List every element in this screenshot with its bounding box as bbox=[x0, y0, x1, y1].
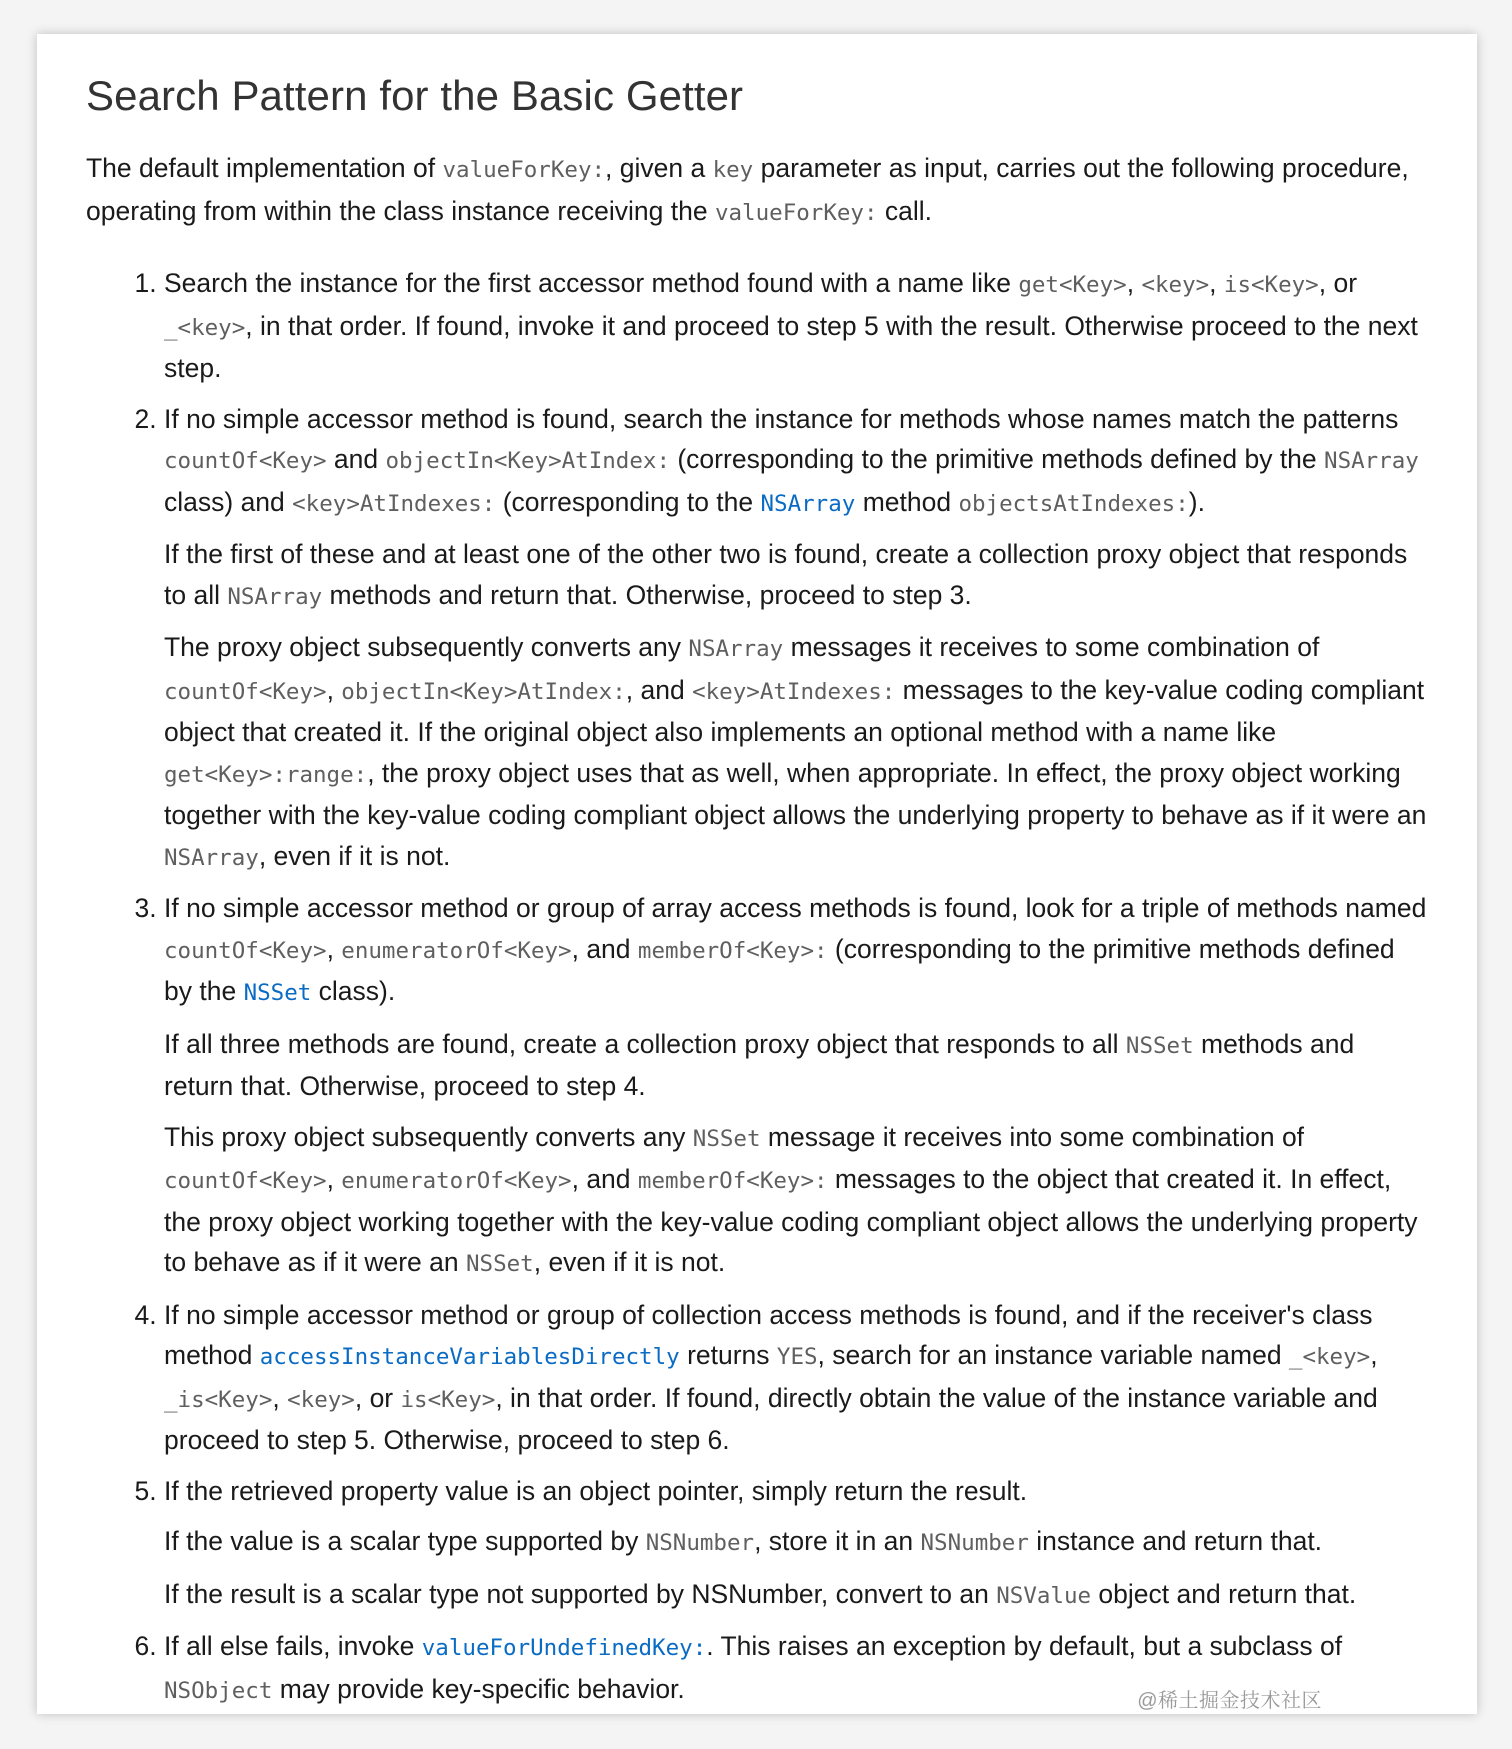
step-item bbox=[164, 399, 1429, 879]
page-title: Search Pattern for the Basic Getter bbox=[86, 72, 744, 119]
text-run: message it receives into some combination of bbox=[760, 1121, 1305, 1152]
text-run: If the first of these and at least one of the other two is found, create a collection proxy object that responds to all bbox=[164, 539, 1408, 610]
text-run: , bbox=[1126, 268, 1142, 298]
text-run: methods and return that. Otherwise, proceed to step 4. bbox=[164, 1028, 1355, 1101]
inline-code: objectsAtIndexes: bbox=[958, 490, 1189, 517]
step-paragraph bbox=[164, 1295, 1429, 1461]
text-run: If no simple accessor method or group of collection access methods is found, and if the receiver's class method bbox=[164, 1299, 1373, 1370]
text-run: may provide key-specific behavior. bbox=[272, 1673, 685, 1704]
text-run: , bbox=[1370, 1340, 1378, 1370]
text-run: . This raises an exception by default, but a subclass of bbox=[706, 1631, 1343, 1661]
text-run: , bbox=[1209, 268, 1224, 298]
inline-code: NSNumber bbox=[920, 1530, 1029, 1556]
inline-code: _is<Key> bbox=[164, 1386, 273, 1413]
inline-code: get<Key> bbox=[1018, 272, 1127, 298]
text-run: call. bbox=[877, 195, 933, 226]
text-run: , even if it is not. bbox=[533, 1247, 726, 1277]
inline-code: countOf<Key> bbox=[164, 678, 327, 705]
inline-code: key bbox=[712, 157, 754, 183]
intro-paragraph bbox=[86, 148, 1429, 233]
step-item bbox=[164, 1471, 1429, 1617]
step-paragraph bbox=[164, 263, 1429, 389]
inline-code: NSArray bbox=[1324, 448, 1419, 474]
text-run: The proxy object subsequently converts any bbox=[164, 632, 689, 662]
inline-code: NSArray bbox=[227, 583, 323, 610]
inline-code: _<key> bbox=[164, 314, 246, 341]
text-run: If all three methods are found, create a collection proxy object that responds to all bbox=[164, 1028, 1126, 1059]
text-run: , and bbox=[571, 933, 638, 964]
text-run: , store it in an bbox=[754, 1526, 921, 1556]
step-paragraph bbox=[164, 524, 1429, 617]
text-run: If the result is a scalar type not supported by NSNumber, convert to an bbox=[164, 1578, 997, 1609]
text-run: , and bbox=[571, 1164, 638, 1194]
inline-code: objectIn<Key>AtIndex: bbox=[385, 448, 670, 474]
step-paragraph bbox=[164, 1511, 1429, 1564]
text-run: returns bbox=[679, 1340, 777, 1370]
inline-code: memberOf<Key>: bbox=[637, 937, 828, 964]
text-run: (corresponding to the primitive methods defined by the bbox=[670, 444, 1325, 474]
inline-code: NSArray bbox=[164, 844, 259, 871]
inline-code: valueForKey: bbox=[442, 157, 606, 183]
text-run: Search the instance for the first accessor method found with a name like bbox=[164, 268, 1019, 298]
inline-code: NSValue bbox=[996, 1582, 1092, 1609]
text-run: , search for an instance variable named bbox=[817, 1340, 1289, 1370]
inline-code: NSObject bbox=[164, 1677, 273, 1704]
text-run: , in that order. If found, directly obtain the value of the instance variable and proceed to step 5. Otherwise, proceed to step 6. bbox=[164, 1382, 1378, 1455]
text-run: , or bbox=[354, 1382, 401, 1413]
inline-code: get<Key>:range: bbox=[164, 761, 368, 788]
api-link[interactable]: valueForUndefinedKey: bbox=[421, 1635, 707, 1661]
text-run: instance and return that. bbox=[1028, 1526, 1323, 1556]
text-run: The default implementation of bbox=[86, 153, 443, 183]
inline-code: enumeratorOf<Key> bbox=[341, 1168, 572, 1194]
inline-code: memberOf<Key>: bbox=[637, 1168, 828, 1194]
inline-code: enumeratorOf<Key> bbox=[341, 937, 572, 964]
inline-code: _<key> bbox=[1288, 1344, 1371, 1370]
inline-code: <key>AtIndexes: bbox=[292, 490, 496, 517]
text-run: ). bbox=[1188, 486, 1205, 517]
text-run: , the proxy object uses that as well, when appropriate. In effect, the proxy object working together with the key-value coding compliant object allows the underlying property to behave as if it were an bbox=[164, 757, 1427, 830]
text-run: , bbox=[326, 933, 342, 964]
text-run: , even if it is not. bbox=[258, 840, 451, 871]
text-run: object and return that. bbox=[1091, 1578, 1357, 1609]
text-run: method bbox=[855, 486, 959, 517]
text-run: methods and return that. Otherwise, proceed to step 3. bbox=[322, 579, 972, 610]
text-run: class) and bbox=[164, 486, 293, 517]
step-paragraph bbox=[164, 1014, 1429, 1107]
step-paragraph bbox=[164, 888, 1429, 1014]
text-run: , given a bbox=[605, 153, 713, 183]
inline-code: NSNumber bbox=[645, 1530, 755, 1556]
text-run: , bbox=[326, 674, 342, 705]
text-run: , and bbox=[625, 674, 693, 705]
api-link[interactable]: NSSet bbox=[243, 980, 312, 1006]
inline-code: NSSet bbox=[465, 1251, 534, 1277]
step-paragraph bbox=[164, 1107, 1429, 1285]
text-run: messages to the object that created it. In effect, the proxy object working together with the key-value coding compliant object allows the underlying property to behave as if it were an bbox=[164, 1164, 1418, 1277]
inline-code: NSSet bbox=[1125, 1032, 1194, 1059]
step-paragraph bbox=[164, 399, 1429, 525]
text-run: , bbox=[272, 1382, 288, 1413]
api-link[interactable]: accessInstanceVariablesDirectly bbox=[259, 1344, 680, 1370]
step-paragraph bbox=[164, 1471, 1429, 1512]
text-run: parameter as input, carries out the following procedure, operating from within the class instance receiving the bbox=[86, 153, 1409, 226]
inline-code: valueForKey: bbox=[714, 199, 878, 226]
text-run: messages to the key-value coding compliant object that created it. If the original object also implements an optional method with a name like bbox=[164, 674, 1425, 747]
inline-code: countOf<Key> bbox=[164, 1168, 327, 1194]
text-run: and bbox=[326, 444, 386, 474]
text-run: If the value is a scalar type supported by bbox=[164, 1526, 646, 1556]
text-run: If all else fails, invoke bbox=[164, 1631, 422, 1661]
step-paragraph bbox=[164, 1564, 1429, 1617]
inline-code: YES bbox=[776, 1344, 818, 1370]
text-run: (corresponding to the primitive methods defined by the bbox=[164, 933, 1395, 1006]
inline-code: <key>AtIndexes: bbox=[692, 678, 896, 705]
steps-list bbox=[86, 263, 1429, 1711]
inline-code: countOf<Key> bbox=[164, 448, 327, 474]
api-link[interactable]: NSArray bbox=[760, 490, 856, 517]
inline-code: NSSet bbox=[692, 1125, 761, 1152]
text-run: This proxy object subsequently converts any bbox=[164, 1121, 693, 1152]
step-paragraph bbox=[164, 617, 1429, 878]
text-run: , or bbox=[1318, 268, 1358, 298]
text-run: If no simple accessor method is found, search the instance for methods whose names match the patterns bbox=[164, 403, 1399, 434]
inline-code: <key> bbox=[1141, 272, 1210, 298]
text-run: , in that order. If found, invoke it and proceed to step 5 with the result. Otherwise proceed to the next step. bbox=[164, 310, 1418, 383]
inline-code: <key> bbox=[287, 1386, 355, 1413]
step-item bbox=[164, 888, 1429, 1285]
text-run: class). bbox=[311, 976, 396, 1006]
inline-code: is<Key> bbox=[1223, 272, 1319, 298]
text-run: , bbox=[326, 1164, 342, 1194]
text-run: If no simple accessor method or group of array access methods is found, look for a triple of methods named bbox=[164, 893, 1427, 923]
inline-code: objectIn<Key>AtIndex: bbox=[341, 678, 626, 705]
inline-code: countOf<Key> bbox=[164, 937, 327, 964]
step-item bbox=[164, 263, 1429, 389]
text-run: If the retrieved property value is an object pointer, simply return the result. bbox=[164, 1475, 1028, 1506]
step-item bbox=[164, 1295, 1429, 1461]
watermark: @稀土掘金技术社区 bbox=[1137, 1690, 1322, 1712]
inline-code: NSArray bbox=[688, 636, 784, 662]
documentation-card bbox=[37, 34, 1477, 1714]
text-run: messages it receives to some combination of bbox=[783, 632, 1320, 662]
inline-code: is<Key> bbox=[400, 1386, 496, 1413]
text-run: (corresponding to the bbox=[495, 486, 761, 517]
